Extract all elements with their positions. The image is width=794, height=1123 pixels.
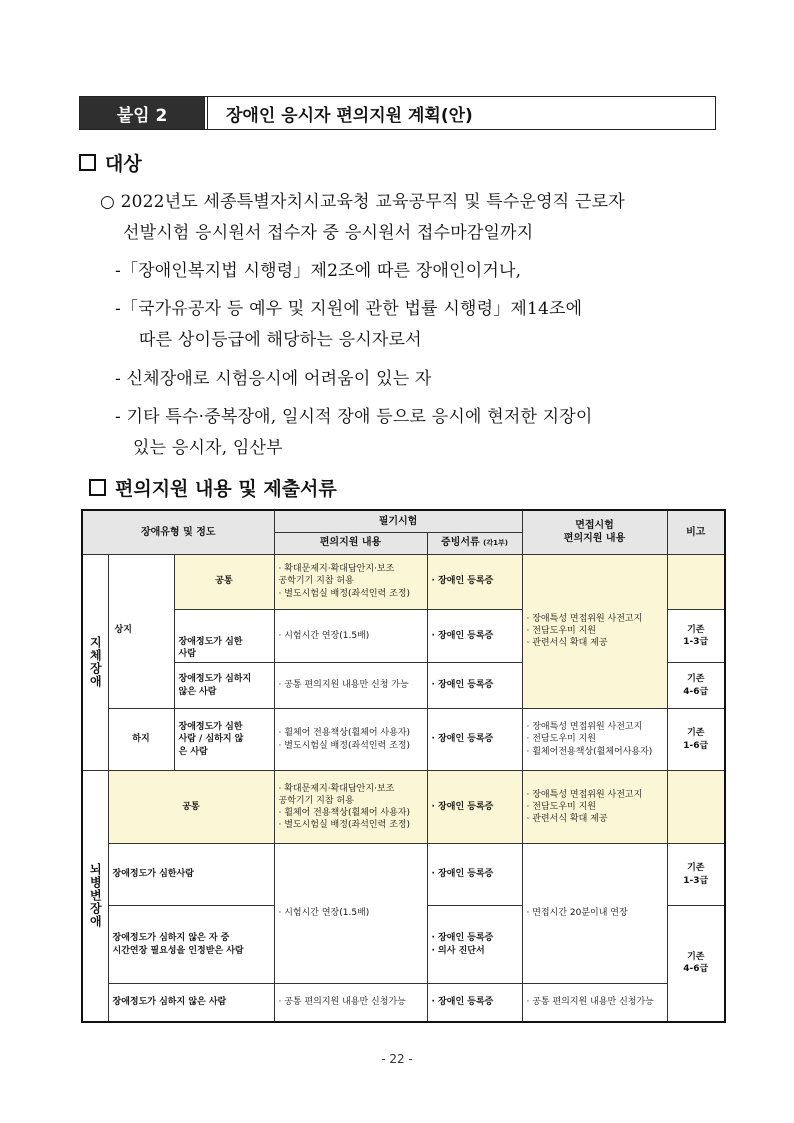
physical-upper-label: 상지 xyxy=(114,624,132,635)
brain-mild-doc: · 장애인 등록증 xyxy=(427,984,522,1022)
group-physical: 지체장애 xyxy=(82,554,108,771)
header-written-docs xyxy=(427,532,522,554)
physical-upper-mild-label: 장애정도가 심하지 않은 사람 xyxy=(174,663,274,709)
brain-common-note xyxy=(667,771,725,844)
target-line-4: -「국가유공자 등 예우 및 지원에 관한 법률 시행령」제14조에 xyxy=(115,299,583,319)
physical-upper-mild-doc: · 장애인 등록증 xyxy=(427,663,522,709)
target-line-2: 선발시험 응시원서 접수자 중 응시원서 접수마감일까지 xyxy=(123,223,534,243)
physical-upper-severe-note: 기존 1-3급 xyxy=(667,609,725,663)
section-support-title xyxy=(89,474,337,501)
brain-common-support: · 확대문제지·확대답안지·보조 공학기기 지참 허용 · 휠체어 전용책상(휠체어 사용자) · 별도시험실 배정(좌석인력 조정) xyxy=(274,771,427,844)
page-number: - 22 - xyxy=(381,1052,413,1066)
physical-lower-support: · 휠체어 전용책상(휠체어 사용자) · 별도시험실 배정(좌석인력 조정) xyxy=(274,709,427,771)
target-line-1: ○ 2022년도 세종특별자치시교육청 교육공무직 및 특수운영직 근로자 xyxy=(100,192,625,212)
brain-mild-support: · 공통 편의지원 내용만 신청가능 xyxy=(274,984,427,1022)
group-brain: 뇌병변장애 xyxy=(82,771,108,1022)
physical-upper-mild-note: 기존 4-6급 xyxy=(667,663,725,709)
support-table xyxy=(81,509,726,1023)
brain-common-interview: · 장애특성 면접위원 사전고지 · 전담도우미 지원 · 관련서식 확대 제공 xyxy=(522,771,667,844)
header-docs-note: (각1부) xyxy=(483,539,508,548)
section-target-label: 대상 xyxy=(105,153,142,175)
physical-lower-severity: 장애정도가 심한 사람 / 심하지 않 은 사람 xyxy=(174,709,274,771)
section-support-label: 편의지원 내용 및 제출서류 xyxy=(115,478,337,500)
physical-common-note xyxy=(667,554,725,609)
header-written-support: 편의지원 내용 xyxy=(274,532,427,554)
brain-interview-time: · 면접시간 20분이내 연장 xyxy=(522,844,667,984)
physical-upper-severe-text: 장애정도가 심한 사람 xyxy=(178,636,243,659)
physical-lower-label: 하지 xyxy=(108,709,174,771)
target-line-3: -「장애인복지법 시행령」제2조에 따른 장애인이거나, xyxy=(115,261,522,281)
physical-common-label: 공통 xyxy=(174,554,274,609)
header-written: 필기시험 xyxy=(274,510,522,532)
physical-upper-interview: · 장애특성 면접위원 사전고지 · 전담도우미 지원 · 관련서식 확대 제공 xyxy=(522,554,667,709)
physical-upper-severe-doc: · 장애인 등록증 xyxy=(427,609,522,663)
physical-upper-severe-label xyxy=(114,609,274,663)
target-line-6: - 신체장애로 시험응시에 어려움이 있는 자 xyxy=(115,369,432,389)
header-note: 비고 xyxy=(667,510,725,554)
physical-common-support: · 확대문제지·확대답안지·보조 공학기기 지참 허용 · 별도시험실 배정(좌석인력 조정) xyxy=(274,554,427,609)
checkbox-square-icon xyxy=(79,154,96,171)
section-target-title xyxy=(79,149,142,176)
target-line-5: 따른 상이등급에 해당하는 응시자로서 xyxy=(139,330,422,350)
physical-lower-doc: · 장애인 등록증 xyxy=(427,709,522,771)
header-interview: 면접시험 편의지원 내용 xyxy=(522,510,667,554)
target-line-8: 있는 응시자, 임산부 xyxy=(133,438,283,458)
brain-severe-label: 장애정도가 심한사람 xyxy=(108,844,274,906)
brain-severe-note: 기존 1-3급 xyxy=(667,844,725,906)
physical-upper-mild-support: · 공통 편의지원 내용만 신청 가능 xyxy=(274,663,427,709)
header-type: 장애유형 및 정도 xyxy=(82,510,274,554)
physical-upper-severe-support: · 시험시간 연장(1.5배) xyxy=(274,609,427,663)
physical-lower-interview: · 장애특성 면접위원 사전고지 · 전담도우미 지원 · 휠체어전용책상(휠체어사용자) xyxy=(522,709,667,771)
attachment-badge: 붙임 2 xyxy=(80,97,204,129)
brain-mid-doc: · 장애인 등록증 · 의사 진단서 xyxy=(427,906,522,984)
brain-mild-interview: · 공통 편의지원 내용만 신청가능 xyxy=(522,984,667,1022)
attachment-header xyxy=(79,96,716,130)
brain-severe-doc: · 장애인 등록증 xyxy=(427,844,522,906)
brain-mild-note: 기존 4-6급 xyxy=(667,906,725,1022)
brain-mild-label: 장애정도가 심하지 않은 사람 xyxy=(108,984,274,1022)
header-docs-label: 증빙서류 xyxy=(441,537,480,549)
physical-common-doc: · 장애인 등록증 xyxy=(427,554,522,609)
target-line-7: - 기타 특수·중복장애, 일시적 장애 등으로 응시에 현저한 지장이 xyxy=(115,407,593,427)
checkbox-square-icon xyxy=(89,479,106,496)
brain-common-label: 공통 xyxy=(108,771,274,844)
physical-lower-note: 기존 1-6급 xyxy=(667,709,725,771)
brain-common-doc: · 장애인 등록증 xyxy=(427,771,522,844)
brain-mid-label: 장애정도가 심하지 않은 자 중 시간연장 필요성을 인정받은 사람 xyxy=(108,906,274,984)
brain-time-support: · 시험시간 연장(1.5배) xyxy=(274,844,427,984)
document-title: 장애인 응시자 편의지원 계획(안) xyxy=(204,97,715,129)
